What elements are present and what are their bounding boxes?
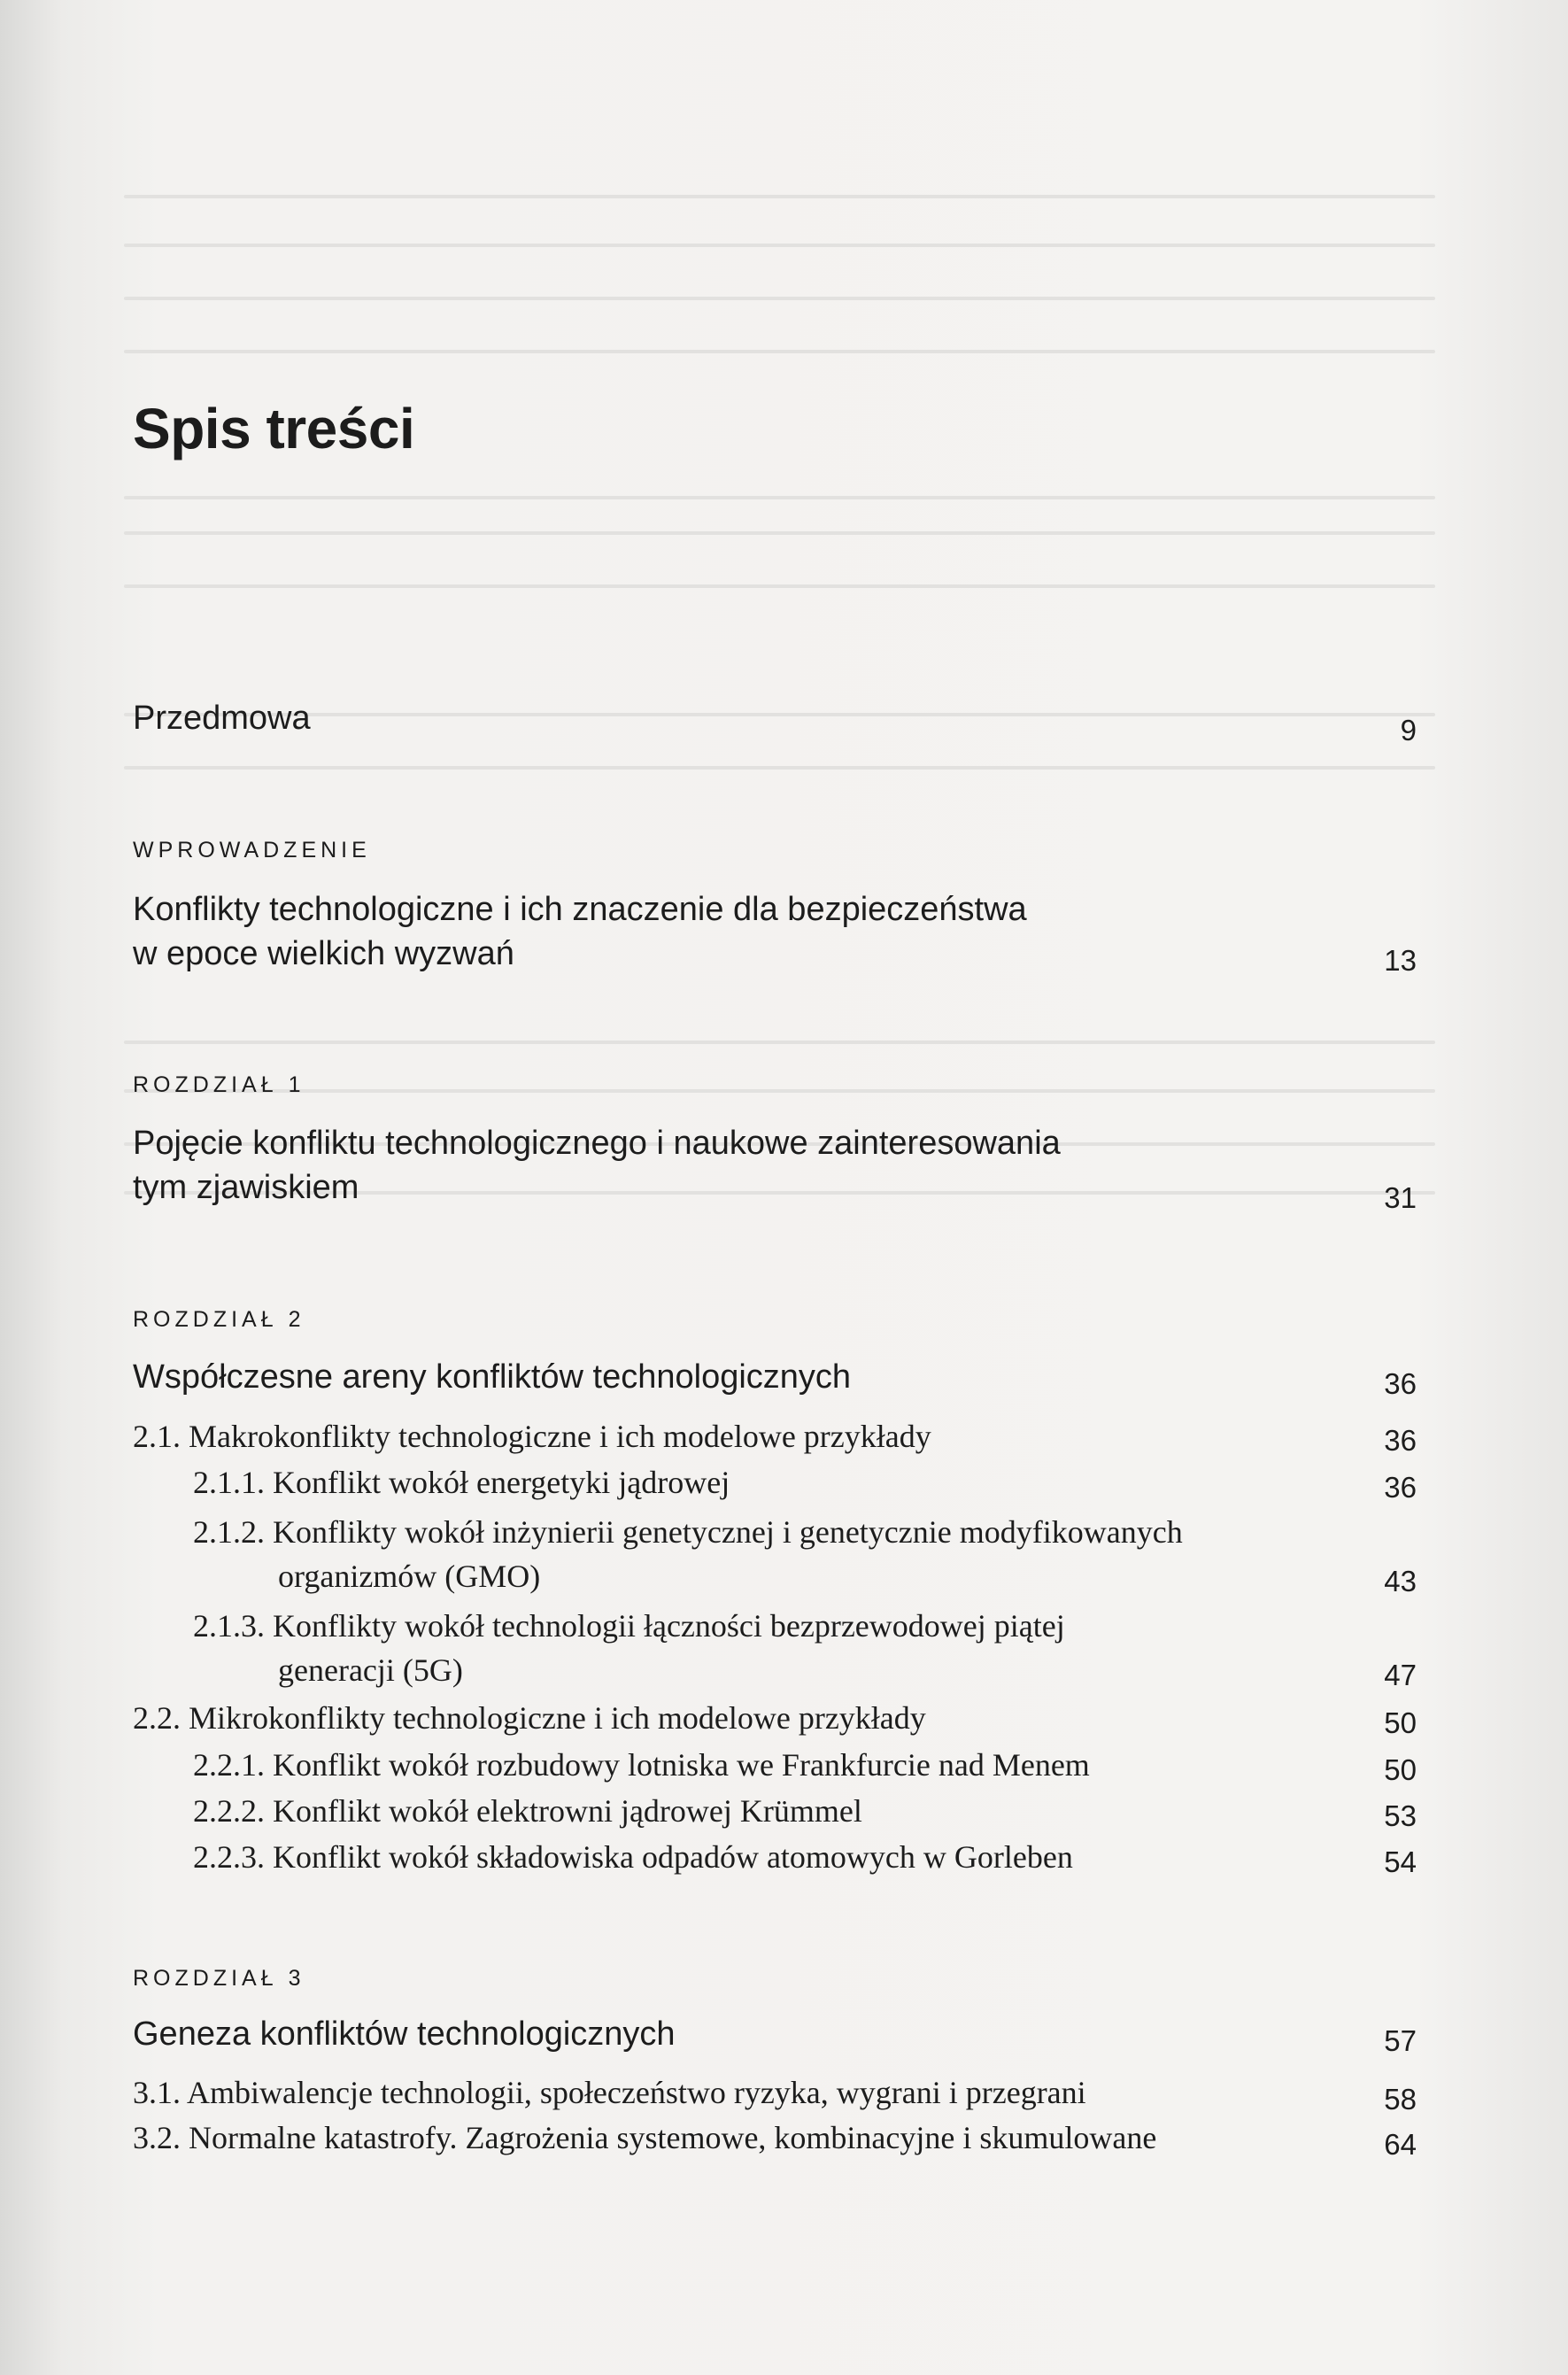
toc-entry-page: 58 bbox=[1384, 2083, 1417, 2116]
section-label: ROZDZIAŁ 2 bbox=[133, 1307, 305, 1332]
preface-title: Przedmowa bbox=[133, 700, 311, 737]
section-title-line: Konflikty technologiczne i ich znaczenie dla bezpieczeństwa bbox=[133, 891, 1027, 928]
toc-entry-page: 47 bbox=[1384, 1659, 1417, 1691]
section-title: Geneza konfliktów technologicznych bbox=[133, 2015, 676, 2053]
toc-entry: 2.2.2. Konflikt wokół elektrowni jądrowej Krümmel bbox=[193, 1793, 862, 1829]
toc-entry-page: 43 bbox=[1384, 1565, 1417, 1598]
bleed-through-line bbox=[124, 195, 1435, 198]
bleed-through-line bbox=[124, 584, 1435, 588]
toc-entry: 2.2. Mikrokonflikty technologiczne i ich modelowe przykłady bbox=[133, 1700, 926, 1736]
toc-entry: 3.1. Ambiwalencje technologii, społeczeństwo ryzyka, wygrani i przegrani bbox=[133, 2075, 1086, 2110]
section-page: 13 bbox=[1384, 944, 1417, 977]
toc-entry: 2.1. Makrokonflikty technologiczne i ich modelowe przykłady bbox=[133, 1419, 931, 1454]
bleed-through-line bbox=[124, 496, 1435, 499]
section-title-line: Pojęcie konfliktu technologicznego i naukowe zainteresowania bbox=[133, 1125, 1061, 1162]
toc-entry-continuation: organizmów (GMO) bbox=[278, 1559, 541, 1594]
toc-entry-continuation: generacji (5G) bbox=[278, 1652, 463, 1688]
toc-entry-page: 50 bbox=[1384, 1753, 1417, 1786]
toc-entry-page: 64 bbox=[1384, 2128, 1417, 2161]
bleed-through-line bbox=[124, 1041, 1435, 1044]
section-label: ROZDZIAŁ 3 bbox=[133, 1966, 305, 1991]
section-label: ROZDZIAŁ 1 bbox=[133, 1072, 305, 1097]
bleed-through-line bbox=[124, 713, 1435, 716]
toc-entry-page: 54 bbox=[1384, 1845, 1417, 1878]
page-title: Spis treści bbox=[133, 397, 415, 460]
preface-page: 9 bbox=[1400, 714, 1417, 747]
toc-entry-page: 50 bbox=[1384, 1706, 1417, 1739]
toc-entry-page: 36 bbox=[1384, 1424, 1417, 1457]
bleed-through-line bbox=[124, 297, 1435, 300]
section-title-line: tym zjawiskiem bbox=[133, 1169, 359, 1206]
toc-entry: 2.2.1. Konflikt wokół rozbudowy lotniska we Frankfurcie nad Menem bbox=[193, 1747, 1090, 1783]
section-title bbox=[133, 1121, 1061, 1210]
bleed-through-line bbox=[124, 1089, 1435, 1093]
section-page: 31 bbox=[1384, 1181, 1417, 1214]
section-title-line: w epoce wielkich wyzwań bbox=[133, 935, 514, 972]
toc-entry: 2.1.2. Konflikty wokół inżynierii genetycznej i genetycznie modyfikowanych bbox=[193, 1514, 1183, 1550]
toc-entry: 3.2. Normalne katastrofy. Zagrożenia systemowe, kombinacyjne i skumulowane bbox=[133, 2120, 1157, 2155]
toc-entry-page: 36 bbox=[1384, 1471, 1417, 1504]
bleed-through-line bbox=[124, 766, 1435, 770]
toc-entry: 2.1.3. Konflikty wokół technologii łączności bezprzewodowej piątej bbox=[193, 1608, 1065, 1644]
toc-entry-page: 53 bbox=[1384, 1799, 1417, 1832]
bleed-through-line bbox=[124, 531, 1435, 535]
section-title bbox=[133, 887, 1027, 976]
toc-entry: 2.2.3. Konflikt wokół składowiska odpadów atomowych w Gorleben bbox=[193, 1839, 1073, 1875]
bleed-through-line bbox=[124, 244, 1435, 247]
toc-entry: 2.1.1. Konflikt wokół energetyki jądrowej bbox=[193, 1465, 730, 1500]
bleed-through-line bbox=[124, 350, 1435, 353]
section-page: 36 bbox=[1384, 1367, 1417, 1400]
section-page: 57 bbox=[1384, 2024, 1417, 2057]
section-title: Współczesne areny konfliktów technologicznych bbox=[133, 1358, 852, 1396]
section-label: WPROWADZENIE bbox=[133, 838, 371, 863]
